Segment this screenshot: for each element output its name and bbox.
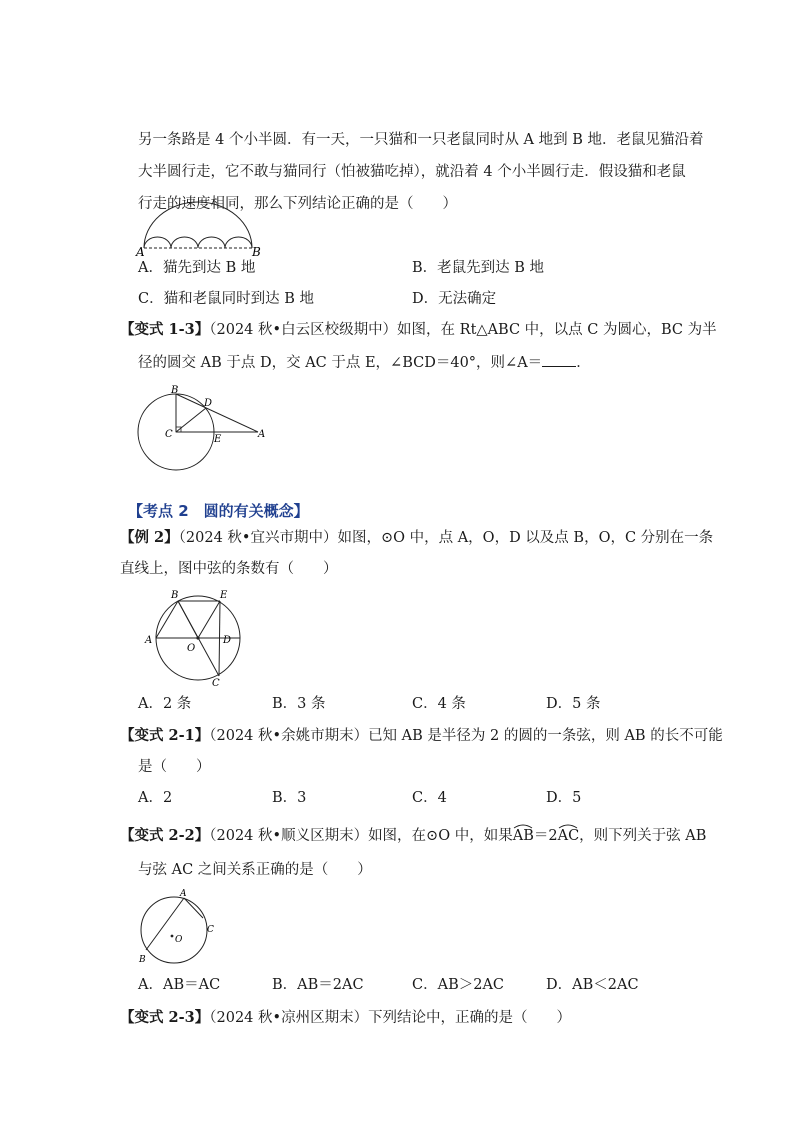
v21-tag: 【变式 2-1】 (120, 727, 210, 744)
v22-option-a[interactable]: A．AB＝AC (138, 977, 221, 993)
label-a: A (258, 429, 266, 440)
answer-blank[interactable] (542, 352, 576, 367)
ex2-option-d[interactable]: D．5 条 (546, 696, 601, 712)
v23-line-1 (120, 1008, 571, 1028)
label-b: B (252, 245, 261, 259)
ex2-option-c[interactable]: C．4 条 (412, 696, 466, 712)
v13-figure (130, 384, 270, 474)
v23-tag: 【变式 2-3】 (120, 1009, 210, 1026)
arc-ab (513, 826, 534, 846)
v22-figure (136, 890, 226, 970)
v23-text-1: （2024 秋•凉州区期末）下列结论中，正确的是（ ） (209, 1010, 572, 1026)
v21-option-b[interactable]: B．3 (272, 790, 307, 806)
arc-ac (558, 826, 580, 846)
label-b: B (171, 590, 179, 601)
v22-line-2: 与弦 AC 之间关系正确的是（ ） (138, 862, 372, 878)
v22-tag: 【变式 2-2】 (120, 827, 210, 844)
section-header: 【考点 2 圆的有关概念】 (128, 502, 309, 520)
v13-text-1: （2024 秋•白云区校级期中）如图，在 Rt△ABC 中，以点 C 为圆心，BC 为半 (209, 322, 717, 338)
label-e: E (214, 434, 222, 445)
arc-ac-label: AC (557, 828, 580, 844)
v21-option-a[interactable]: A．2 (138, 790, 173, 806)
ex2-option-a[interactable]: A．2 条 (138, 696, 192, 712)
label-c: C (165, 429, 173, 440)
ex2-option-b[interactable]: B．3 条 (272, 696, 326, 712)
v21-option-c[interactable]: C．4 (412, 790, 447, 806)
label-a: A (145, 635, 153, 646)
q1-option-b[interactable]: B．老鼠先到达 B 地 (412, 260, 545, 276)
label-o: O (187, 643, 196, 654)
v13-text-2-end: ． (576, 355, 591, 371)
v21-text-1: （2024 秋•余姚市期末）已知 AB 是半径为 2 的圆的一条弦，则 AB 的长不可能 (209, 728, 723, 744)
center-dot (171, 935, 174, 938)
label-c: C (207, 925, 214, 935)
ex2-tag: 【例 2】 (120, 529, 179, 546)
label-c: C (212, 678, 220, 689)
arc-ab-label: AB (512, 828, 534, 844)
v21-line-1 (120, 726, 723, 746)
v22-option-d[interactable]: D．AB＜2AC (546, 977, 639, 993)
ex2-line-1 (120, 528, 713, 548)
small-semicircle-3 (198, 237, 225, 248)
v22-line-1 (120, 826, 706, 846)
q1-line-2: 大半圆行走，它不敢与猫同行（怕被猫吃掉），就沿着 4 个小半圆行走．假设猫和老鼠 (138, 164, 686, 180)
chord-ac (184, 898, 203, 918)
label-e: E (220, 590, 228, 601)
ex2-line-2: 直线上，图中弦的条数有（ ） (120, 561, 338, 577)
label-a: A (136, 245, 145, 259)
v22-option-b[interactable]: B．AB＝2AC (272, 977, 364, 993)
q1-option-c[interactable]: C．猫和老鼠同时到达 B 地 (138, 291, 314, 307)
q1-line-3: 行走的速度相同，那么下列结论正确的是（ ） (138, 196, 457, 212)
v21-option-d[interactable]: D．5 (546, 790, 582, 806)
v22-text-1a: （2024 秋•顺义区期末）如图，在⊙O 中，如果 (209, 828, 513, 844)
q1-option-d[interactable]: D．无法确定 (412, 291, 497, 307)
v13-line-1 (120, 320, 717, 340)
v13-line-2 (138, 352, 591, 373)
segment-cd (176, 408, 206, 432)
label-b: B (171, 385, 179, 396)
v22-text-1b: ，则下列关于弦 AB (579, 828, 707, 844)
segment-ab (176, 394, 258, 432)
v13-tag: 【变式 1-3】 (120, 321, 210, 338)
ex2-figure (140, 588, 250, 688)
arc-mark-icon (513, 823, 533, 829)
small-semicircle-2 (171, 237, 198, 248)
segment-oe (198, 601, 220, 638)
chord-ec (219, 601, 220, 676)
q1-line-1: 另一条路是 4 个小半圆．有一天，一只猫和一只老鼠同时从 A 地到 B 地．老鼠见猫沿着 (138, 132, 704, 148)
small-semicircle-4 (225, 237, 252, 248)
segment-ob (178, 601, 198, 638)
v22-eq: ＝2 (533, 828, 558, 844)
center-dot (196, 636, 199, 639)
small-semicircle-1 (144, 237, 171, 248)
v21-line-2: 是（ ） (138, 759, 211, 775)
circle-o (141, 897, 207, 963)
q1-option-a[interactable]: A．猫先到达 B 地 (138, 260, 256, 276)
label-d: D (204, 398, 213, 409)
arc-mark-icon (558, 823, 578, 829)
label-o: O (175, 935, 183, 945)
label-a: A (180, 889, 187, 899)
v13-text-2: 径的圆交 AB 于点 D，交 AC 于点 E，∠BCD＝40°，则∠A＝ (138, 355, 543, 371)
label-d: D (223, 635, 232, 646)
label-b: B (139, 955, 146, 965)
v22-option-c[interactable]: C．AB＞2AC (412, 977, 505, 993)
ex2-text-1: （2024 秋•宜兴市期中）如图，⊙O 中，点 A，O，D 以及点 B，O，C 分别在一条 (178, 530, 714, 546)
chord-ab (156, 601, 178, 638)
